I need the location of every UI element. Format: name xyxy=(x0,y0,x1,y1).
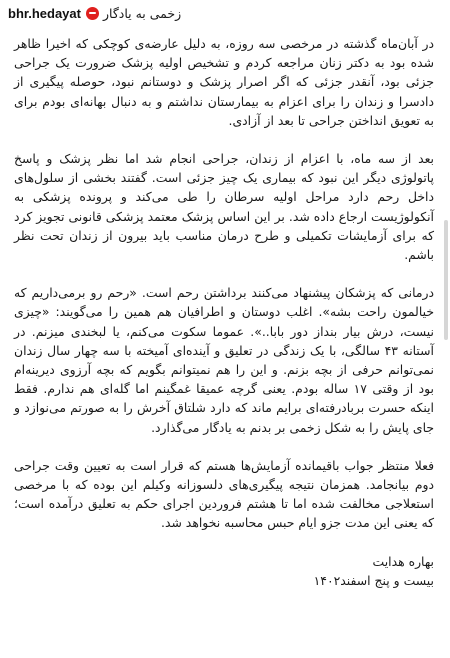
username-link[interactable]: bhr.hedayat xyxy=(8,5,81,21)
post-caption xyxy=(14,34,434,658)
no-entry-icon xyxy=(86,7,99,20)
scrollbar-thumb[interactable] xyxy=(444,220,448,340)
caption-paragraph: در آبان‌ماه گذشته در مرخصی سه روزه، به دلیل عارضه‌ی کوچکی که اخیرا ظاهر شده بود به دکتر زنان مراجعه کردم و تشخیص اولیه پزشک ضرورت یک جراحی جزئی بود، آنقدر جزئی که اگر اصرار پزشک و دوستانم نبود، حوصله پیگیری از دادسرا و زندان را برای اعزام به بیمارستان نداشتم و به دنبال بهانه‌ای بودم برای به تعویق انداختن جراحی تا بعد از آزادی. xyxy=(14,36,434,128)
caption-title: زخمی به یادگار xyxy=(102,5,182,21)
post-header xyxy=(8,2,440,24)
signature-date: بیست و پنج اسفند۱۴۰۲ xyxy=(313,572,434,588)
caption-paragraph: درمانی که پزشکان پیشنهاد می‌کنند برداشتن رحم است. «رحم رو برمی‌داریم که خیالمون راحت بشه». اغلب دوستان و اطرافیان هم همین را می‌گویند: «چیزی نیست، درش بیار بنداز دور بابا..». عموما سکوت می‌کنم، یا لبخندی میزنم. در آستانه ۴۳ سالگی، با یک زندگی در تعلیق و آینده‌ای آمیخته با سه چهار سال زندان نمی‌توانم حرفی از بچه بزنم. و این را هم نمیتوانم بگویم که بچه آرزوی دیرینه‌ام بود از وقتی ۱۷ ساله بودم. یعنی گرچه عمیقا غمگینم اما گله‌ای هم ندارم. فقط اینکه حسرت بربادرفته‌ای برایم ماند که دارد شلتاق آخرش را به صورتم می‌نوازد و جای پایش را به شکل زخمی بر بدنم به یادگار می‌گذارد. xyxy=(14,285,434,435)
signature-name: بهاره هدایت xyxy=(372,553,434,569)
caption-paragraph: فعلا منتظر جواب باقیمانده آزمایش‌ها هستم که قرار است به تعیین وقت جراحی دوم بیانجامد. همزمان نتیجه پیگیری‌های دلسوزانه وکیلم این بوده که با مرخصی استعلاجی مخالفت شده اما تا هشتم فروردین اجرای حکم به تعلیق درآمده است؛ که یعنی این مدت جزو ایام حبس محاسبه نخواهد شد. xyxy=(14,457,434,531)
caption-paragraph: بعد از سه ماه، با اعزام از زندان، جراحی انجام شد اما نظر پزشک و پاسخ پاتولوژی دیگر این نبود که بیماری یک چیز جزئی است. گفتند بخشی از سلول‌های داخل رحم دارد مراحل اولیه سرطان را طی می‌کند و پرونده پزشکی به آنکولوژیست ارجاع داده شد. بر این اساس پزشک معتمد پزشکی قانونی تجویز کرد که برای آزمایشات تکمیلی و طرح درمان مناسب باید بیرون از زندان تحت نظر باشم. xyxy=(14,151,434,263)
scrollbar[interactable] xyxy=(444,30,448,652)
